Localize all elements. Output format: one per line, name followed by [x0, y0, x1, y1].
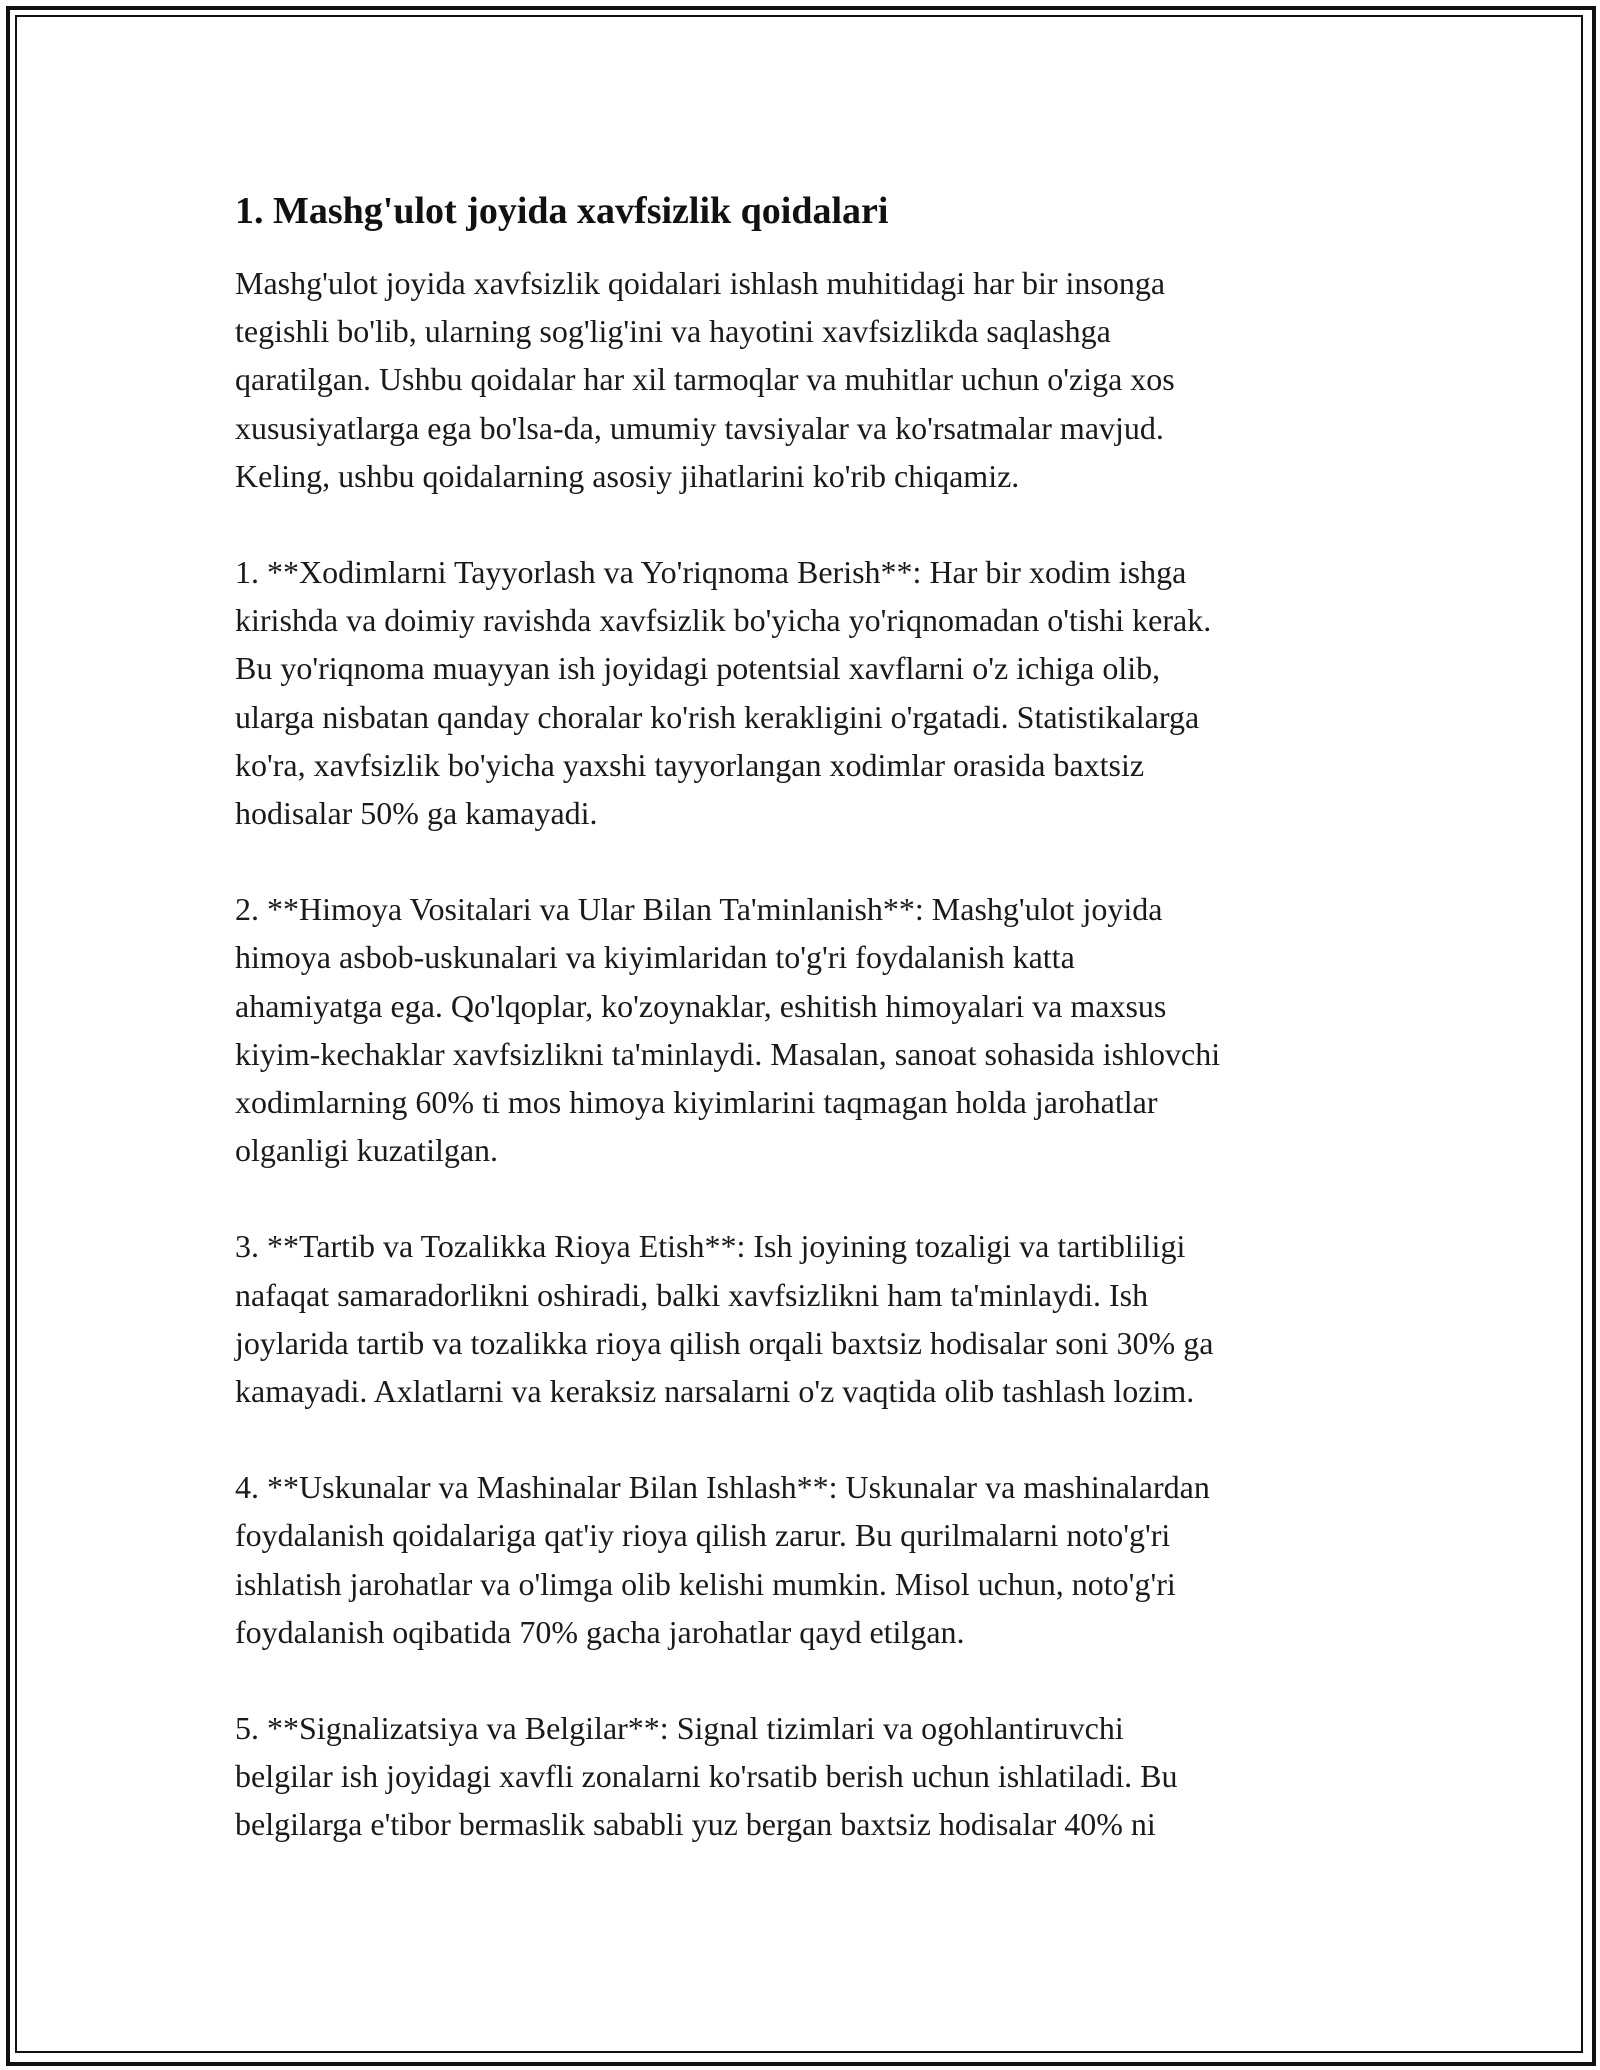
paragraph-item-4: 4. **Uskunalar va Mashinalar Bilan Ishlash**: Uskunalar va mashinalardan foydalanish qoidalariga qat'iy rioya qilish zarur. Bu qurilmalarni noto'g'ri ishlatish jarohatlar va o'limga olib kelishi mumkin. Misol uchun, noto'g'ri foydalanish oqibatida 70% gacha jarohatlar qayd etilgan.	[235, 1469, 1210, 1650]
paragraph-item-1: 1. **Xodimlarni Tayyorlash va Yo'riqnoma Berish**: Har bir xodim ishga kirishda va doimiy ravishda xavfsizlik bo'yicha yo'riqnomadan o'tishi kerak. Bu yo'riqnoma muayyan ish joyidagi potentsial xavflarni o'z ichiga olib, ularga nisbatan qanday choralar ko'rish kerakligini o'rgatadi. Statistikalarga ko'ra, xavfsizlik bo'yicha yaxshi tayyorlangan xodimlar orasida baxtsiz hodisalar 50% ga kamayadi.	[235, 554, 1212, 832]
intro-paragraph: Mashg'ulot joyida xavfsizlik qoidalari ishlash muhitidagi har bir insonga tegishli bo'lib, ularning sog'lig'ini va hayotini xavfsizlikda saqlashga qaratilgan. Ushbu qoidalar har xil tarmoqlar va muhitlar uchun o'ziga xos xususiyatlarga ega bo'lsa-da, umumiy tavsiyalar va ko'rsatmalar mavjud. Keling, ushbu qoidalarning asosiy jihatlarini ko'rib chiqamiz.	[235, 265, 1175, 494]
document-body	[235, 186, 1375, 1897]
document-title: 1. Mashg'ulot joyida xavfsizlik qoidalari	[235, 190, 889, 232]
paragraph-item-3: 3. **Tartib va Tozalikka Rioya Etish**: Ish joyining tozaligi va tartibliligi nafaqat samaradorlikni oshiradi, balki xavfsizlikni ham ta'minlaydi. Ish joylarida tartib va tozalikka rioya qilish orqali baxtsiz hodisalar soni 30% ga kamayadi. Axlatlarni va keraksiz narsalarni o'z vaqtida olib tashlash lozim.	[235, 1228, 1214, 1410]
paragraph-item-2: 2. **Himoya Vositalari va Ular Bilan Ta'minlanish**: Mashg'ulot joyida himoya asbob-uskunalari va kiyimlaridan to'g'ri foydalanish katta ahamiyatga ega. Qo'lqoplar, ko'zoynaklar, eshitish himoyalari va maxsus kiyim-kechaklar xavfsizlikni ta'minlaydi. Masalan, sanoat sohasida ishlovchi xodimlarning 60% ti mos himoya kiyimlarini taqmagan holda jarohatlar olganligi kuzatilgan.	[235, 891, 1221, 1169]
paragraph-item-5: 5. **Signalizatsiya va Belgilar**: Signal tizimlari va ogohlantiruvchi belgilar ish joyidagi xavfli zonalarni ko'rsatib berish uchun ishlatiladi. Bu belgilarga e'tibor bermaslik sababli yuz bergan baxtsiz hodisalar 40% ni	[235, 1710, 1178, 1843]
